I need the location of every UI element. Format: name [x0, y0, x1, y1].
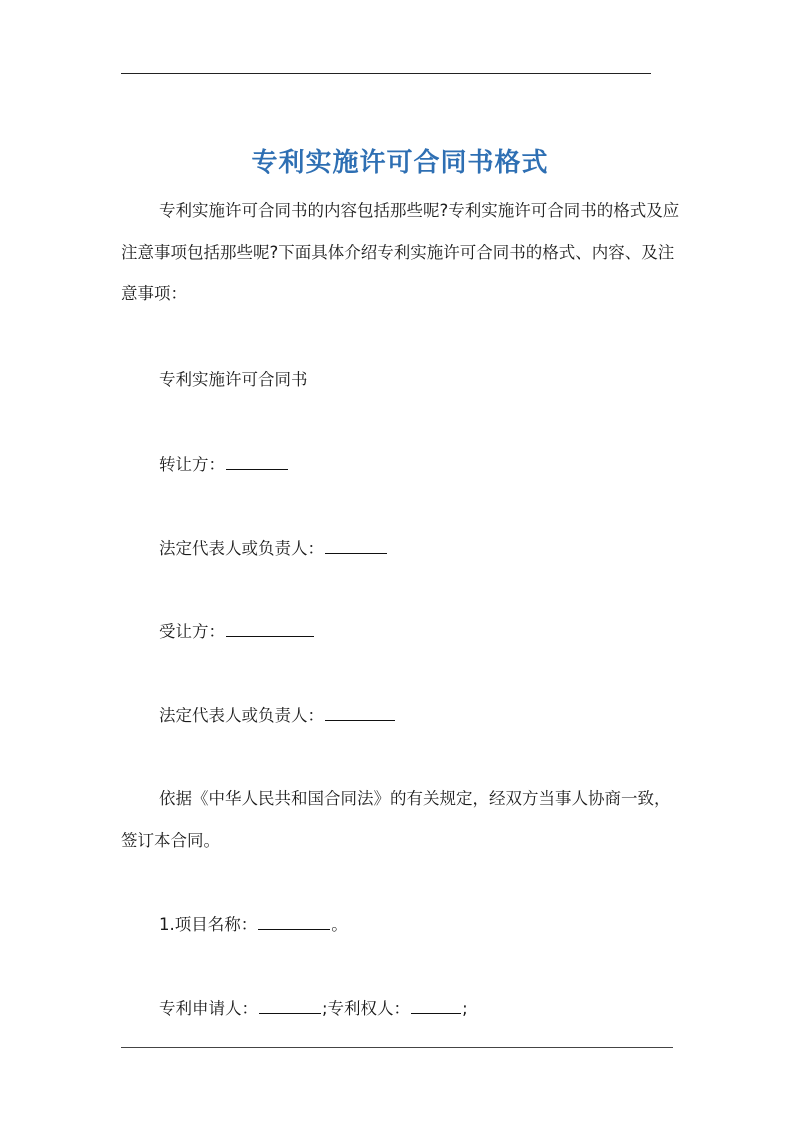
patentee-label: ;专利权人： — [322, 999, 411, 1018]
transferor-line — [159, 454, 289, 476]
applicant-blank[interactable] — [259, 999, 321, 1014]
patent-line-end: ; — [462, 999, 468, 1018]
transferee-blank[interactable] — [226, 622, 314, 637]
intro-text: 专利实施许可合同书的内容包括那些呢?专利实施许可合同书的格式及应注意事项包括那些呢?下面具体介绍专利实施许可合同书的格式、内容、及注意事项： — [121, 201, 680, 303]
header-rule — [121, 73, 651, 74]
transferee-rep-blank[interactable] — [325, 706, 395, 721]
item1-line — [159, 914, 348, 936]
patentee-blank[interactable] — [411, 999, 461, 1014]
patent-line — [159, 998, 468, 1020]
applicant-label: 专利申请人： — [159, 999, 258, 1018]
transferee-rep-label: 法定代表人或负责人： — [159, 706, 324, 725]
document-title: 专利实施许可合同书格式 — [251, 148, 549, 178]
transferor-rep-line — [159, 538, 388, 560]
transferor-rep-blank[interactable] — [325, 539, 387, 554]
transferor-label: 转让方： — [159, 455, 225, 474]
intro-paragraph — [121, 190, 681, 315]
contract-heading: 专利实施许可合同书 — [159, 370, 308, 389]
transferor-blank[interactable] — [226, 455, 288, 470]
transferee-rep-line — [159, 705, 396, 727]
transferee-label: 受让方： — [159, 622, 225, 641]
basis-paragraph — [121, 778, 681, 861]
transferor-rep-label: 法定代表人或负责人： — [159, 539, 324, 558]
item1-label: 1.项目名称： — [159, 915, 258, 934]
item1-blank[interactable] — [258, 915, 330, 930]
footer-rule — [121, 1047, 673, 1048]
basis-text: 依据《中华人民共和国合同法》的有关规定，经双方当事人协商一致，签订本合同。 — [121, 789, 671, 850]
transferee-line — [159, 621, 315, 643]
item1-end: 。 — [331, 915, 348, 934]
